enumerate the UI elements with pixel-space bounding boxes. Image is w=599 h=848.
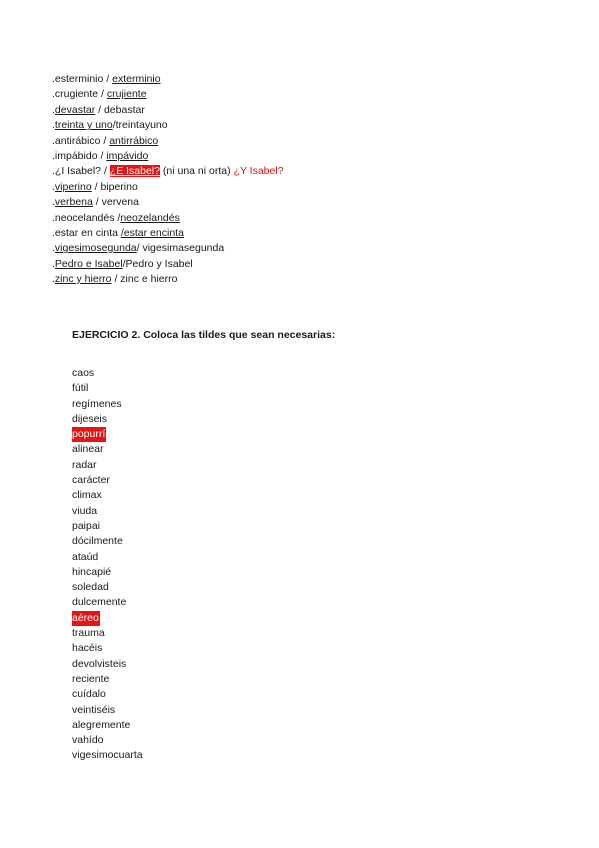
answer-text: / vervena [92,196,139,209]
answer-text: . [52,180,55,193]
answer-text: .¿I Isabel? / [52,165,110,178]
answer-text: . [52,103,55,116]
underlined-answer: exterminio [112,73,161,85]
word-row [72,427,143,442]
highlighted-word: aéreo [72,611,100,626]
exercise-word: dijeseis [72,412,108,425]
word-row [72,595,143,610]
word-row [72,381,143,396]
highlighted-answer: ¿E Isabel? [109,165,160,178]
answer-line [52,241,284,256]
answer-text: .esterminio / [52,73,113,85]
word-row [72,626,143,641]
exercise-word: hacéis [72,642,103,655]
underlined-answer: viperino [54,180,92,193]
word-row [72,366,143,381]
answer-line [52,149,284,164]
answer-line [52,272,284,287]
answer-text: /treintayuno [112,119,168,132]
answer-text: . [52,257,55,270]
exercise-word: veintiséis [72,703,116,716]
exercise-word: alinear [72,443,104,456]
exercise-word: paipai [72,519,101,532]
underlined-answer: Pedro e Isabel [54,257,123,270]
word-row [72,550,143,565]
exercise-word: climax [72,489,102,502]
answer-text: / vigesimasegunda [136,242,225,255]
underlined-answer: neozelandés [120,211,180,224]
word-row [72,611,143,626]
exercise-word: trauma [72,627,105,640]
word-row [72,473,143,488]
answer-text: .neocelandés / [52,211,121,224]
answer-line [52,87,284,102]
answer-text: .crugiente / [52,88,107,101]
answer-text: .impábido / [52,149,107,162]
word-row [72,488,143,503]
exercise-word: ataúd [72,550,99,563]
answer-text: / zinc e hierro [111,273,178,286]
answer-text: . [52,196,55,209]
red-answer: ¿Y Isabel? [233,165,284,178]
word-row [72,672,143,687]
answer-text: / debastar [95,103,145,116]
answer-line [52,118,284,133]
exercise-word: caos [72,367,95,379]
exercise-word: regímenes [72,397,122,410]
word-row [72,412,143,427]
underlined-answer: antirrábico [109,134,159,147]
exercise-word: fútil [72,382,89,395]
answer-line [52,72,284,87]
word-row [72,748,143,763]
answer-line [52,180,284,195]
word-row [72,397,143,412]
word-row [72,703,143,718]
word-row [72,733,143,748]
underlined-answer: devastar [54,103,96,116]
underlined-answer: treinta y uno [54,119,113,132]
answer-line [52,195,284,210]
answer-line [52,257,284,272]
answer-text: /Pedro y Isabel [122,257,193,270]
exercise-word: devolvisteis [72,657,127,670]
exercise-word: soledad [72,581,109,594]
answer-line [52,164,284,179]
word-row [72,565,143,580]
word-row [72,534,143,549]
exercise-word: viuda [72,504,98,517]
exercise-word: cuídalo [72,688,106,701]
exercise-word: radar [72,458,97,471]
answer-text: .antirábico / [52,134,110,147]
exercise-2-heading: EJERCICIO 2. Coloca las tildes que sean necesarias: [72,329,336,341]
answer-text: .estar en cinta [52,226,121,239]
word-row [72,687,143,702]
answer-text: (ni una ni orta) [159,165,234,178]
answer-line [52,134,284,149]
answer-line [52,226,284,241]
word-row [72,580,143,595]
underlined-answer: vigesimosegunda [54,242,137,255]
highlighted-word: popurrí [72,427,106,442]
exercise-word: dulcemente [72,596,127,609]
exercise-word: alegremente [72,718,131,731]
exercise-word: vigesimocuarta [72,749,143,762]
answer-text: / biperino [91,180,138,193]
exercise-word: carácter [72,474,110,487]
answers-list [52,72,284,287]
word-row [72,657,143,672]
answer-line [52,103,284,118]
exercise-word: reciente [72,672,110,685]
underlined-answer: zinc y hierro [54,273,112,286]
word-row [72,718,143,733]
exercise-word: hincapié [72,565,112,578]
answer-text: . [52,119,55,132]
word-row [72,519,143,534]
answer-text: . [52,242,55,255]
exercise-word: dócilmente [72,535,123,548]
exercise-word: vahído [72,734,104,747]
word-row [72,458,143,473]
exercise-2-word-list [72,366,143,764]
answer-line [52,211,284,226]
underlined-answer: /estar encinta [120,226,184,239]
word-row [72,641,143,656]
word-row [72,504,143,519]
word-row [72,442,143,457]
underlined-answer: verbena [54,196,93,209]
underlined-answer: impávido [106,149,149,162]
answer-text: . [52,273,55,286]
underlined-answer: crujiente [106,88,147,101]
